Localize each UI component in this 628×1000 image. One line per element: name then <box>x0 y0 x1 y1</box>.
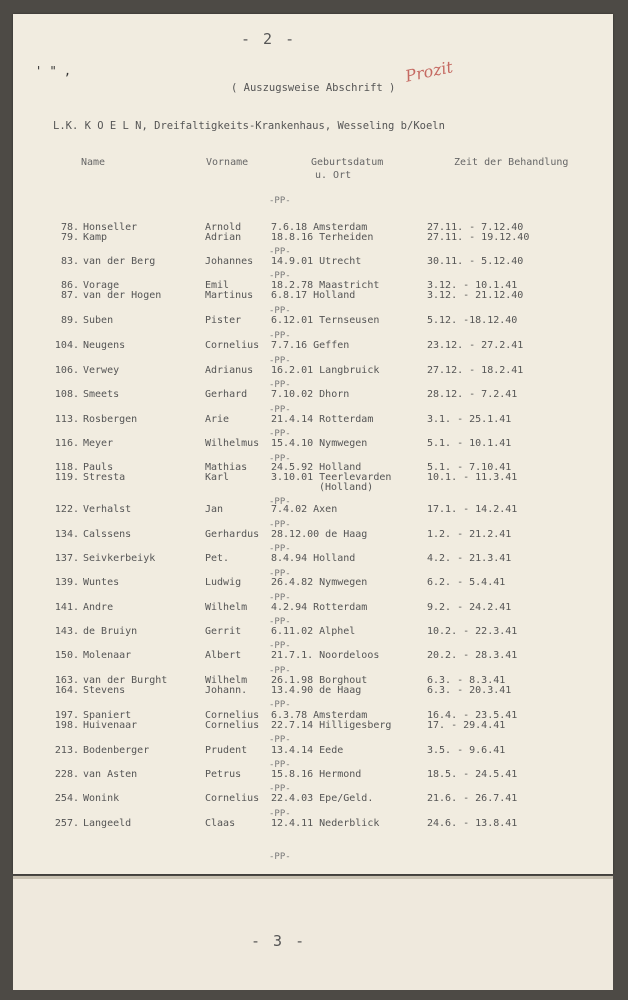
row-name: Meyer <box>83 438 114 449</box>
row-name: Suben <box>83 315 114 326</box>
row-vorname: Mathias <box>205 462 248 473</box>
pp-separator: -PP- <box>269 617 291 627</box>
pp-separator: -PP- <box>269 641 291 651</box>
pp-separator: -PP- <box>269 306 291 316</box>
row-geburtsdatum: 12.4.11 Nederblick <box>271 818 380 829</box>
row-zeit: 18.5. - 24.5.41 <box>427 769 518 780</box>
row-zeit: 28.12. - 7.2.41 <box>427 389 518 400</box>
row-zeit: 20.2. - 28.3.41 <box>427 650 518 661</box>
row-number: 116. <box>54 438 79 449</box>
row-vorname: Karl <box>205 472 230 483</box>
handwritten-annotation: Prozit <box>403 57 455 86</box>
pp-separator: -PP- <box>269 544 291 554</box>
row-name: Molenaar <box>83 650 132 661</box>
row-zeit: 30.11. - 5.12.40 <box>427 256 524 267</box>
pp-separator: -PP- <box>269 700 291 710</box>
row-number: 87. <box>60 290 79 301</box>
row-name: Verwey <box>83 365 120 376</box>
row-geburtsdatum: 18.8.16 Terheiden <box>271 232 374 243</box>
row-zeit: 16.4. - 23.5.41 <box>427 710 518 721</box>
column-header-geburtsdatum-line2: u. Ort <box>315 170 352 181</box>
row-number: 143. <box>54 626 79 637</box>
pp-separator: -PP- <box>269 593 291 603</box>
row-number: 106. <box>54 365 79 376</box>
table-row <box>13 793 613 805</box>
row-geburtsdatum: 16.2.01 Langbruick <box>271 365 380 376</box>
document-page <box>13 14 613 874</box>
row-zeit: 17.1. - 14.2.41 <box>427 504 518 515</box>
row-vorname: Arnold <box>205 222 242 233</box>
pp-separator: -PP- <box>269 569 291 579</box>
table-row <box>13 745 613 757</box>
pp-separator: -PP- <box>269 784 291 794</box>
row-name: Rosbergen <box>83 414 138 425</box>
row-zeit: 3.5. - 9.6.41 <box>427 745 506 756</box>
row-geburtsdatum: 13.4.14 Eede <box>271 745 344 756</box>
row-name: Honseller <box>83 222 138 233</box>
margin-marks: ' " , <box>35 64 72 78</box>
row-zeit: 21.6. - 26.7.41 <box>427 793 518 804</box>
table-row <box>13 256 613 268</box>
row-geburtsdatum: 14.9.01 Utrecht <box>271 256 362 267</box>
pp-separator: -PP- <box>269 380 291 390</box>
row-vorname: Adrianus <box>205 365 254 376</box>
row-geburtsdatum: 6.3.78 Amsterdam <box>271 710 368 721</box>
row-vorname: Wilhelmus <box>205 438 260 449</box>
row-geburtsdatum: 3.10.01 Teerlevarden <box>271 472 392 483</box>
row-geburtsdatum: 26.1.98 Borghout <box>271 675 368 686</box>
row-zeit: 24.6. - 13.8.41 <box>427 818 518 829</box>
row-vorname: Petrus <box>205 769 242 780</box>
row-zeit: 3.12. - 10.1.41 <box>427 280 518 291</box>
row-geburtsdatum: 7.7.16 Geffen <box>271 340 350 351</box>
table-row <box>13 818 613 830</box>
table-row <box>13 577 613 589</box>
table-row <box>13 414 613 426</box>
pp-separator: -PP- <box>269 271 291 281</box>
row-name: van der Hogen <box>83 290 162 301</box>
table-row <box>13 232 613 244</box>
table-row <box>13 685 613 697</box>
page-fold <box>13 876 613 879</box>
pp-separator: -PP- <box>269 666 291 676</box>
row-zeit: 10.2. - 22.3.41 <box>427 626 518 637</box>
table-row <box>13 482 613 494</box>
row-vorname: Gerhardus <box>205 529 260 540</box>
row-zeit: 6.3. - 8.3.41 <box>427 675 506 686</box>
row-vorname: Prudent <box>205 745 248 756</box>
row-number: 141. <box>54 602 79 613</box>
table-row <box>13 720 613 732</box>
table-row <box>13 626 613 638</box>
page-number-bottom: - 3 - <box>251 932 307 950</box>
row-geburtsdatum: 13.4.90 de Haag <box>271 685 362 696</box>
row-vorname: Cornelius <box>205 720 260 731</box>
row-number: 113. <box>54 414 79 425</box>
row-vorname: Wilhelm <box>205 602 248 613</box>
row-zeit: 5.12. -18.12.40 <box>427 315 518 326</box>
row-number: 86. <box>60 280 79 291</box>
row-name: de Bruiyn <box>83 626 138 637</box>
row-name: Stevens <box>83 685 126 696</box>
row-number: 257. <box>54 818 79 829</box>
table-row <box>13 340 613 352</box>
row-vorname: Pister <box>205 315 242 326</box>
pp-separator: -PP- <box>269 497 291 507</box>
row-zeit: 6.2. - 5.4.41 <box>427 577 506 588</box>
row-name: Spaniert <box>83 710 132 721</box>
row-zeit: 9.2. - 24.2.41 <box>427 602 512 613</box>
row-vorname: Pet. <box>205 553 230 564</box>
row-number: 137. <box>54 553 79 564</box>
row-name: Stresta <box>83 472 126 483</box>
row-number: 150. <box>54 650 79 661</box>
row-geburtsdatum: (Holland) <box>319 482 374 493</box>
row-number: 198. <box>54 720 79 731</box>
row-zeit: 27.11. - 19.12.40 <box>427 232 530 243</box>
pp-separator: -PP- <box>269 454 291 464</box>
row-name: Pauls <box>83 462 114 473</box>
row-name: van der Burght <box>83 675 168 686</box>
row-geburtsdatum: 28.12.00 de Haag <box>271 529 368 540</box>
row-name: Andre <box>83 602 114 613</box>
row-name: Vorage <box>83 280 120 291</box>
row-number: 134. <box>54 529 79 540</box>
row-geburtsdatum: 6.12.01 Ternseusen <box>271 315 380 326</box>
row-zeit: 27.12. - 18.2.41 <box>427 365 524 376</box>
pp-separator: -PP- <box>269 429 291 439</box>
row-number: 89. <box>60 315 79 326</box>
pp-separator: -PP- <box>269 852 291 862</box>
row-name: Wuntes <box>83 577 120 588</box>
table-row <box>13 553 613 565</box>
row-name: Verhalst <box>83 504 132 515</box>
pp-separator: -PP- <box>269 809 291 819</box>
row-vorname: Cornelius <box>205 340 260 351</box>
pp-separator: -PP- <box>269 520 291 530</box>
hospital-header: L.K. K O E L N, Dreifaltigkeits-Krankenhaus, Wesseling b/Koeln <box>53 120 445 132</box>
row-zeit: 27.11. - 7.12.40 <box>427 222 524 233</box>
table-row <box>13 650 613 662</box>
row-geburtsdatum: 15.8.16 Hermond <box>271 769 362 780</box>
row-name: Kamp <box>83 232 108 243</box>
table-row <box>13 769 613 781</box>
table-row <box>13 438 613 450</box>
row-name: Langeeld <box>83 818 132 829</box>
row-vorname: Emil <box>205 280 230 291</box>
row-zeit: 17. - 29.4.41 <box>427 720 506 731</box>
row-number: 119. <box>54 472 79 483</box>
row-number: 118. <box>54 462 79 473</box>
row-geburtsdatum: 26.4.82 Nymwegen <box>271 577 368 588</box>
pp-separator: -PP- <box>269 356 291 366</box>
table-row <box>13 290 613 302</box>
row-zeit: 1.2. - 21.2.41 <box>427 529 512 540</box>
row-vorname: Martinus <box>205 290 254 301</box>
row-geburtsdatum: 22.4.03 Epe/Geld. <box>271 793 374 804</box>
row-geburtsdatum: 6.8.17 Holland <box>271 290 356 301</box>
row-zeit: 3.12. - 21.12.40 <box>427 290 524 301</box>
row-geburtsdatum: 21.4.14 Rotterdam <box>271 414 374 425</box>
row-geburtsdatum: 24.5.92 Holland <box>271 462 362 473</box>
row-geburtsdatum: 4.2.94 Rotterdam <box>271 602 368 613</box>
table-row <box>13 504 613 516</box>
row-number: 78. <box>60 222 79 233</box>
row-number: 104. <box>54 340 79 351</box>
pp-separator: -PP- <box>269 735 291 745</box>
row-name: van Asten <box>83 769 138 780</box>
row-vorname: Gerrit <box>205 626 242 637</box>
column-header-zeit: Zeit der Behandlung <box>454 157 569 168</box>
row-number: 122. <box>54 504 79 515</box>
next-page <box>13 876 613 990</box>
table-row <box>13 315 613 327</box>
row-geburtsdatum: 18.2.78 Maastricht <box>271 280 380 291</box>
row-number: 228. <box>54 769 79 780</box>
row-zeit: 6.3. - 20.3.41 <box>427 685 512 696</box>
row-vorname: Albert <box>205 650 242 661</box>
row-name: Calssens <box>83 529 132 540</box>
row-geburtsdatum: 21.7.1. Noordeloos <box>271 650 380 661</box>
row-geburtsdatum: 8.4.94 Holland <box>271 553 356 564</box>
pp-separator: -PP- <box>269 405 291 415</box>
column-header-vorname: Vorname <box>206 157 249 168</box>
row-name: Huivenaar <box>83 720 138 731</box>
row-number: 213. <box>54 745 79 756</box>
row-zeit: 10.1. - 11.3.41 <box>427 472 518 483</box>
row-name: Bodenberger <box>83 745 150 756</box>
pp-separator: -PP- <box>269 331 291 341</box>
row-zeit: 4.2. - 21.3.41 <box>427 553 512 564</box>
row-number: 164. <box>54 685 79 696</box>
row-vorname: Adrian <box>205 232 242 243</box>
row-vorname: Arie <box>205 414 230 425</box>
row-geburtsdatum: 22.7.14 Hilligesberg <box>271 720 392 731</box>
row-name: Smeets <box>83 389 120 400</box>
row-zeit: 3.1. - 25.1.41 <box>427 414 512 425</box>
row-vorname: Wilhelm <box>205 675 248 686</box>
row-vorname: Gerhard <box>205 389 248 400</box>
row-zeit: 23.12. - 27.2.41 <box>427 340 524 351</box>
row-vorname: Cornelius <box>205 793 260 804</box>
row-zeit: 5.1. - 7.10.41 <box>427 462 512 473</box>
row-geburtsdatum: 7.4.02 Axen <box>271 504 338 515</box>
row-number: 254. <box>54 793 79 804</box>
table-row <box>13 602 613 614</box>
row-zeit: 5.1. - 10.1.41 <box>427 438 512 449</box>
row-number: 79. <box>60 232 79 243</box>
row-number: 108. <box>54 389 79 400</box>
row-vorname: Ludwig <box>205 577 242 588</box>
row-number: 197. <box>54 710 79 721</box>
pp-separator: -PP- <box>269 196 291 206</box>
row-vorname: Johann. <box>205 685 248 696</box>
row-number: 83. <box>60 256 79 267</box>
table-row <box>13 529 613 541</box>
column-header-geburtsdatum <box>311 156 383 182</box>
table-row <box>13 389 613 401</box>
row-name: Wonink <box>83 793 120 804</box>
row-geburtsdatum: 7.10.02 Dhorn <box>271 389 350 400</box>
row-geburtsdatum: 7.6.18 Amsterdam <box>271 222 368 233</box>
row-vorname: Claas <box>205 818 236 829</box>
pp-separator: -PP- <box>269 247 291 257</box>
row-number: 139. <box>54 577 79 588</box>
column-header-geburtsdatum-line1: Geburtsdatum <box>311 157 384 168</box>
row-name: van der Berg <box>83 256 156 267</box>
row-vorname: Johannes <box>205 256 254 267</box>
row-number: 163. <box>54 675 79 686</box>
row-vorname: Jan <box>205 504 224 515</box>
row-geburtsdatum: 6.11.02 Alphel <box>271 626 356 637</box>
page-number-top: - 2 - <box>241 30 297 48</box>
row-name: Neugens <box>83 340 126 351</box>
table-row <box>13 365 613 377</box>
row-geburtsdatum: 15.4.10 Nymwegen <box>271 438 368 449</box>
column-header-name: Name <box>81 157 106 168</box>
row-vorname: Cornelius <box>205 710 260 721</box>
row-name: Seivkerbeiyk <box>83 553 156 564</box>
pp-separator: -PP- <box>269 760 291 770</box>
document-subtitle: ( Auszugsweise Abschrift ) <box>231 82 396 94</box>
